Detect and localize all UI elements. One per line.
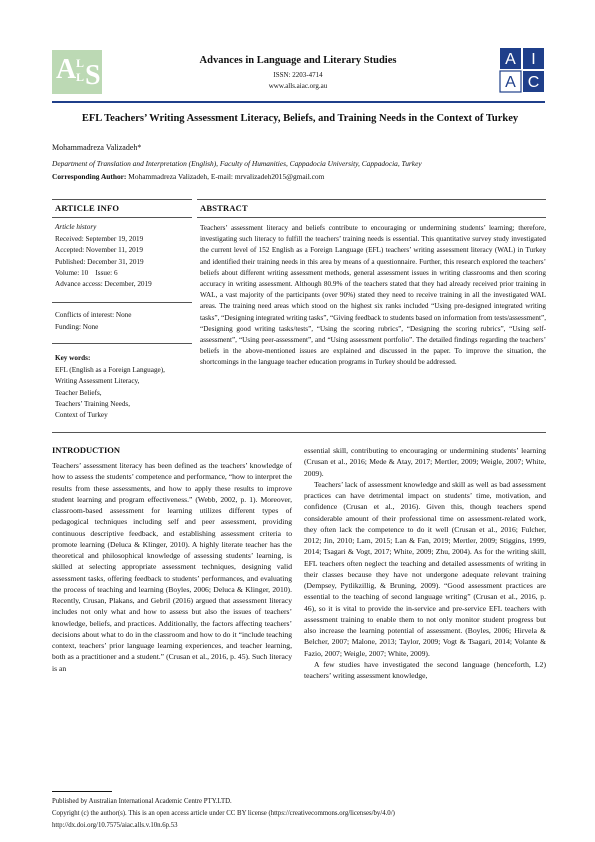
history-accepted: Accepted: November 11, 2019: [55, 246, 143, 255]
body-paragraph: Teachers’ lack of assessment knowledge and skill as well as bad assessment practices can have detrimental impact on students’ time, motivation, and confidence (Crusan et al., 2016). Given this, though teachers spend considerable amount of their professional time on assessment-related work, they often lack the competence to do it well (Crusan et al., 2016; Fulcher, 2012; Jin, 2010; Lam, 2015; Lan & Fan, 2019; Mertler, 2009; Stiggins, 1999, 2014; Tsagari & Vogt, 2017; White, 2009; Zhu, 2004). As for the writing skill, EFL teachers often neglect the teaching and detailed assessments of writing in their classes because they have not undergone adequate relevant training (Dempsey, Pytlikzillig, & Bruning, 2009). “Good assessment practices are essential to the teaching of second language writing” (Crusan et al., 2016, p. 46), so it is vital to provide the in-service and pre-service EFL teachers with assessment training to enable them to not only monitor student progress but also increase the learning potential of assessment. (Boyles, 2006; Hirvela & Belcher, 2007; Malone, 2013; Taylor, 2009; Vogt & Tsagari, 2014; Volante & Fazio, 2007; Weigle, 2007; White, 2009).: [304, 479, 546, 658]
article-info-mid-rule: [52, 217, 192, 218]
body-paragraph: A few studies have investigated the second language (henceforth, L2) teachers’ writing assessment knowledge,: [304, 659, 546, 680]
keyword-item: Teachers’ Training Needs,: [55, 399, 131, 408]
abstract-mid-rule: [197, 217, 546, 218]
abstract-heading: ABSTRACT: [200, 203, 248, 213]
history-received: Received: September 19, 2019: [55, 235, 144, 243]
body-right-column: [304, 445, 546, 681]
keywords-label: Key words:: [55, 354, 91, 362]
keyword-item: Context of Turkey: [55, 411, 108, 420]
funding: Funding: None: [55, 323, 99, 331]
logo-right-letter-a2: A: [505, 74, 516, 91]
logo-letter-a: A: [56, 54, 77, 85]
footnote-rule: [52, 791, 112, 792]
logo-right-letter-i: I: [531, 51, 536, 68]
logo-letter-s: S: [85, 60, 101, 91]
history-volume: Volume: 10 Issue: 6: [55, 268, 118, 277]
body-paragraph: essential skill, contributing to encouraging or undermining students’ learning (Crusan et al., 2016; Mede & Atay, 2017; Mertler, 2009; Weigle, 2007; White, 2009).: [304, 446, 546, 478]
abstract-bottom-rule: [52, 432, 546, 433]
article-info-rule-3: [52, 343, 192, 344]
article-history: [55, 234, 152, 290]
article-title: EFL Teachers’ Writing Assessment Literacy, Beliefs, and Training Needs in the Context of Turkey: [81, 113, 519, 124]
article-info-heading: ARTICLE INFO: [55, 203, 120, 213]
journal-logo: [52, 50, 102, 94]
keywords-list: [55, 365, 165, 421]
abstract-text: Teachers’ assessment literacy and beliefs contribute to encouraging or undermining students’ learning; therefore, investigating such literacy to fulfill the teachers’ training needs is essential. This quantitative survey study investigated the current level of 152 English as a Foreign Language (EFL) teachers’ writing assessment literacy (WAL) in Turkey and identified their training needs in this area by means of a questionnaire. Further, this research explored the teachers’ beliefs about different writing assessment methods, general assessment issues in writing classrooms and then scoring accuracy in writing assessment. Although 80.9% of the teachers stated that they had already received prior training in WAL, a vast majority of the participants (over 90%) stated they need to receive training in all the investigated WAL areas. The training need areas which stood on the highest six ranks included “Using pre-designed integrated writing tasks”, “Designing integrated writing tasks”, “Giving feedback to students based on information from tests/assessment”, “Designing good writing tasks/tests”, “Using the scoring rubrics”, “Designing the scoring rubrics”, “Using self-assessment”, “Using peer-assessment”, and “Using assessment portfolio”. The detailed findings regarding the teachers’ beliefs in the above-mentioned issues are explained and discussed in the paper. To improve the situation, the shortcomings in the language teacher education programs in Turkey should be addressed.: [200, 224, 546, 367]
article-history-label: Article history: [55, 223, 97, 231]
footer-publisher: Published by Australian International Academic Centre PTY.LTD.: [52, 798, 232, 805]
article-author: Mohammadreza Valizadeh*: [52, 143, 142, 152]
section-heading-introduction: INTRODUCTION: [52, 445, 121, 455]
keyword-item: EFL (English as a Foreign Language),: [55, 366, 165, 374]
author-affiliation: Department of Translation and Interpretation (English), Faculty of Humanities, Cappadocia University, Cappadocia, Turkey: [52, 159, 422, 168]
corresponding-text: Mohammadreza Valizadeh, E-mail: mrvalizadeh2015@gmail.com: [126, 172, 325, 181]
logo-letter-l2: L: [76, 70, 85, 84]
article-info-top-rule: [52, 199, 192, 200]
body-paragraph: Teachers’ assessment literacy has been defined as the teachers’ knowledge of how to assess the students’ competence and performance, “how to interpret the results from these assessments, and how to apply these results to improve student learning and program effectiveness.” (Webb, 2002, p. 1). Moreover, classroom-based assessment for learning utilizes different types of pedagogical techniques including self and peer assessment, providing continuous descriptive feedback, and establishing assessment criteria to promote learning (Deluca & Klinger, 2010). A highly literate teacher has the theoretical and philosophical knowledge of assessing students’ learning, is skilled at selecting appropriate assessment techniques, designing valid assessment tasks, offering feedback to students’ performances, and evaluating the process of teaching and learning (Boyles, 2006; Deluca & Klinger, 2010). Recently, Crusan, Plakans, and Gebril (2016) argued that assessment literacy includes not only what and how to assess but also the issues of teachers’ knowledge, beliefs, and practices. Additionally, the factors affecting teachers’ decisions about what to do in the classroom and how to do it “include teaching context, teachers’ prior language learning experiences, and teacher learning, both as a practitioner and a student.” (Crusan et al., 2016, p. 45). Such literacy is an: [52, 461, 292, 673]
journal-website[interactable]: www.alls.aiac.org.au: [268, 82, 328, 90]
corresponding-author: [52, 172, 324, 181]
history-advance-access: Advance access: December, 2019: [55, 280, 152, 289]
article-info-rule-2: [52, 302, 192, 303]
logo-right-letter-a1: A: [505, 51, 516, 68]
publisher-logo: [499, 47, 545, 93]
keyword-item: Teacher Beliefs,: [55, 388, 102, 397]
logo-right-letter-c: C: [527, 74, 540, 91]
corresponding-label: Corresponding Author:: [52, 172, 127, 181]
history-published: Published: December 31, 2019: [55, 257, 144, 266]
footer-doi-link[interactable]: http://dx.doi.org/10.7575/aiac.alls.v.10n.6p.53: [52, 822, 178, 829]
logo-letter-l1: L: [76, 56, 85, 70]
header-divider: [52, 101, 545, 103]
journal-issn: ISSN: 2203-4714: [273, 71, 323, 79]
footer-copyright: Copyright (c) the author(s). This is an open access article under CC BY license (https://creativecommons.org/licenses/by/4.0/): [52, 810, 395, 817]
conflicts-of-interest: Conflicts of interest: None: [55, 311, 132, 319]
journal-title: Advances in Language and Literary Studies: [199, 55, 397, 66]
abstract-top-rule: [197, 199, 546, 200]
body-left-column: [52, 460, 292, 674]
keyword-item: Writing Assessment Literacy,: [55, 377, 140, 386]
